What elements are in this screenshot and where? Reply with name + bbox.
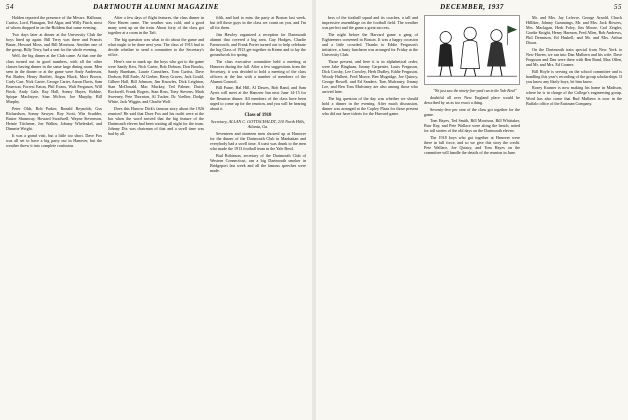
paragraph: The class executive committee held a meeting at Hanover during the fall. After a few suggestions from the Secretary, it was decided to hold a meeting of the class officers at the Inn with a number of members of the Alumni Council. — [210, 58, 306, 84]
paragraph: The big question was what to do about the game and what ought to be done next year. The class of 1913 had to decide whether to send a committee to the Secretary's office. — [108, 36, 204, 58]
paragraph: Does this Harrow Dick's famous story about the 1926 reunion? He said that Dave Fox and his outfit were at the bar when the word arrived that the big feature of the Dartmouth eleven had been waiting all night for the team. Johnny Dix was chairman of that and a swell time was had by all. — [108, 105, 204, 137]
paragraph: Seventy-five per cent of the class got together for the game. — [424, 106, 520, 117]
running-title: DECEMBER, 1937 — [440, 3, 504, 11]
paragraph: Mr. and Mrs. Jay Lefevre, George Arnold, Chuck Hilliker, Johnny Cummings, Mr. and Mrs. Jack Bowers, Mrs. Maclagan, Herb Foley, Jim Moore, Carl Zeigler, Gordie Knight, Henry Harmon, Fred Allen, Bob Andrews, Phil Dennison, Ed Haskell, and Mr. and Mrs. Arthur Dixon. — [526, 15, 622, 46]
text-column — [6, 15, 102, 416]
text-column — [526, 15, 622, 416]
paragraph: Tom Hayes, Ted Smith, Bill Morrison, Bill Whittaker, Burr Ray, and Pete Wallace were along the bench, noted for tall stories of the old days on the Dartmouth eleven. — [424, 118, 520, 134]
paragraph: bers of the football squad and its coaches, a tall and impressive assemblage on the football field. The weather was perfect and the game a great success. — [322, 15, 418, 31]
paragraph: Bill Hoyle is serving on the school committee and is handling this year's recording of the group scholarships. If you know any likely boys, let him know. — [526, 68, 622, 84]
page-number: 54 — [6, 3, 14, 11]
paragraph: Jim Hawley organized a reception for Dartmouth alumni that covered a big area. Guy Hodges, Charlie Farnsworth, and Frank Porter turned out to help celebrate the big Class of 1913 get-together in Keene and to lay the groundwork for spring. — [210, 31, 306, 58]
cartoon-caption: "We just saw the ninety-five-yard run in the Yale Bowl" — [433, 89, 517, 94]
page-number: 55 — [614, 3, 622, 11]
paragraph: On the Dartmouth train special from New York to New Haven, we ran into Dan Mulhern and his wife. Dave Ferguson and Dan were there with Ben Rand, Max Ollen, and Mr. and Mrs. Ed Cramer. — [526, 46, 622, 68]
right-page — [316, 0, 628, 420]
paragraph: fifth, and had to miss the party at Boston last week, but tell those guys in the class we count on you, and I'm all for them. — [210, 15, 306, 31]
running-title: DARTMOUTH ALUMNI MAGAZINE — [93, 3, 219, 11]
paragraph: Here's one to mark up: the boys who got to the game were Sandy Kerr, Nick Carter, Bob Dobson, Don Brooks, Sandy Burnham, Laurie Carruthers, Tom Curtiss, Dave Dodson, Bill Earle, Al Gerber, Harry Graves, Jack Gould, Gilbert Hall, Bill Johnson, Jim Knowles, Dick Leighton, Stan McDonald, Mac Mackay, Ted Palmer, Dutch Rockwell, Frank Rogers, Stan Ross, Tony Stevens, Mark Sweeney, Pete Thornton, Al Tucker, Dr. Voelker, Dodge White, Jack Wiggin, and Charlie Wolf. — [108, 58, 204, 105]
running-head — [6, 3, 306, 13]
paragraph: Bill Paine, Hal Hill, Al Dawes, Bob Rand, and Sam Ayres will meet at the Hanover Inn next June 14-15 for the Reunion dinner. All members of the class have been urged to come up for the reunion, and you will be hearing about it. — [210, 85, 306, 111]
left-page — [0, 0, 312, 420]
paragraph: After a few days of flight features, the class dinner in New Haven came. The weather was cold, and a good many went up on the train. About forty of the class got together at a room in the Taft. — [108, 15, 204, 36]
paragraph: The 1918 boys who got together at Hanover were there in full force, and so we give this story the credit. Pete Wallace, Joe Quincy, and Tom Hayes on the committee will handle the details of the reunion in June. — [424, 134, 520, 156]
paragraph: Well, the big dinner at the Club came. At that one the class turned out in good numbers, with all the other classes having dinner in the same large dining room. Men seen in the dinner or at the game were Andy Anderson, Pat Barber, Henry Bartlett, Angus Black, Mort Brown, Curly Carr, Nick Carter, George Carter, Aaron Davis, Sam Emerson, Forrest Eaton, Phil Evans, Walt Ferguson, Will Finch, Andy Gale, Ray Hall, Sonny Hayes, Robbie, Spique MacIntyre, Stan McIvor, Joe Murphy, Bill Murphy. — [6, 53, 102, 105]
text-column — [210, 15, 306, 416]
paragraph: Seventeen and nineteen men showed up at Hanover for the dinner of the Dartmouth Club in Manhattan and everybody had a swell time. A toast was drunk to the men who made the 1913 football team in the Yale Bowl. — [210, 131, 306, 152]
paragraph: Rosey Kramer is now making his home in Madison, where he is in charge of the College's engineering group. Word has also come that Bud Mulhern is now in the Buffalo office of the Eastman Company. — [526, 85, 622, 106]
running-head — [322, 3, 622, 13]
cartoon-illustration — [424, 15, 520, 85]
paragraph: Bud Robinson, secretary of the Dartmouth Club of Western Connecticut, ran a big Dartmouth smoker in Bridgeport last week and all the famous speeches were made. — [210, 152, 306, 174]
paragraph: Two days later at dinner at the University Club the boys lined up again. Bill Terry was there and Francis Bauer, Howard Moss, and Bill Morrison. Another one of the group, Billy Terry, had a seat for the whole evening. — [6, 31, 102, 52]
class-heading: Class of 1918 — [244, 112, 272, 118]
text-column — [424, 15, 520, 416]
paragraph: The night before the Harvard game a gang of Eighteeners convened in Boston. It was a happy occasion and a little crowded. Thanks to Eddie Ferguson's initiative, a hasty luncheon was arranged for Friday at the University Club. — [322, 31, 418, 58]
paragraph: doubtful all over New England place would be described by us as too exact a thing. — [424, 95, 520, 106]
class-secretary: Secretary, ALLAN C. GOTTSCHALDT, 210 North Hills, Atlanta, Ga. — [210, 118, 306, 130]
paragraph: The big question of the day was whether we should hold a dinner in the evening. After much discussion, dinner was arranged at the Copley Plaza for those present who did not have tickets for the Harvard game. — [322, 95, 418, 116]
text-column — [108, 15, 204, 416]
text-column — [322, 15, 418, 416]
paragraph: Those present, and here it is in alphabetical order, were Jake Bingham, Jimmy Carpenter, Louis Ferguson, Dick Crosby, Lee Crowley, Herb Dudley, Eddie Ferguson, Woody Hulbert, Fred Moore, Ben Mugridge, Joe Quincy, George Rowell, and Ed Sanders. Tom Mulvaney, Jimmy Lee, and Ben Tom Mulvaney are also among those who arrived later. — [322, 58, 418, 95]
paragraph: It was a grand visit, but a little too short. Dave Fox was all set to have a big party out in Hanover, but the weather threw it into complete confusion. — [6, 132, 102, 148]
paragraph: Peter Olds, Bob Parker, Ronald Reynolds, Gus Richardson, Sonny Sawyer, Roy Scott, Win Scudder, Buster Shumway, Howard Swadwell, Wayne Stevenson, Heinie Titchener, Joe Walker, Johnny Whelenkel, and Dimmie Wright. — [6, 105, 102, 132]
paragraph: Holden reported the presence of the Messrs. Halloran, Curtiss, Lord, Flanagan, Ted Algar, and Willy Finch, most of whom dropped in on the Holdens that same evening. — [6, 15, 102, 31]
